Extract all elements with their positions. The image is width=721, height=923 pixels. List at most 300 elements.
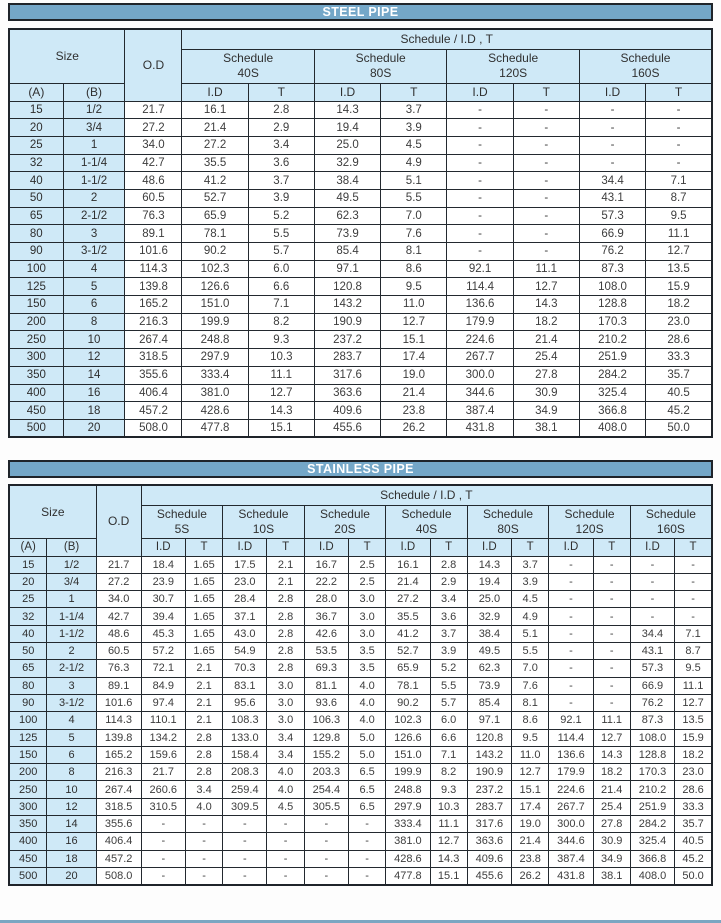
schedule-label: Schedule <box>488 51 539 65</box>
value-cell: 27.8 <box>513 366 579 384</box>
header-id: I.D <box>579 83 645 101</box>
value-cell: 30.9 <box>593 833 630 850</box>
value-cell: - <box>223 867 267 884</box>
value-cell: 87.3 <box>630 712 674 729</box>
value-cell: 17.4 <box>512 798 549 815</box>
value-cell: 14.3 <box>248 402 314 420</box>
size-b-cell: 20 <box>47 867 96 884</box>
value-cell: 6.6 <box>430 729 467 746</box>
value-cell: 49.5 <box>314 189 380 207</box>
value-cell: 3.6 <box>248 154 314 172</box>
od-cell: 267.4 <box>125 331 182 349</box>
value-cell: 14.3 <box>430 850 467 867</box>
value-cell: 3.4 <box>430 591 467 608</box>
value-cell: 199.9 <box>386 764 430 781</box>
value-cell: - <box>513 119 579 137</box>
value-cell: 38.1 <box>593 867 630 884</box>
value-cell: 19.4 <box>314 119 380 137</box>
value-cell: 1.65 <box>185 591 222 608</box>
value-cell: - <box>513 243 579 261</box>
value-cell: 36.7 <box>304 608 348 625</box>
value-cell: 11.1 <box>430 816 467 833</box>
table-row <box>9 384 712 402</box>
value-cell: 4.0 <box>348 694 385 711</box>
size-a-cell: 90 <box>9 243 63 261</box>
value-cell: 431.8 <box>549 867 593 884</box>
value-cell: 366.8 <box>630 850 674 867</box>
value-cell: 16.1 <box>386 556 430 573</box>
value-cell: 190.9 <box>314 313 380 331</box>
header-id: I.D <box>182 83 248 101</box>
value-cell: 78.1 <box>386 677 430 694</box>
value-cell: 4.0 <box>267 764 304 781</box>
value-cell: 2.8 <box>248 101 314 119</box>
value-cell: - <box>593 556 630 573</box>
stainless-pipe-title-bar <box>8 460 713 478</box>
value-cell: 11.1 <box>593 712 630 729</box>
value-cell: 19.0 <box>381 366 447 384</box>
size-b-cell: 3/4 <box>63 119 125 137</box>
value-cell: 210.2 <box>579 331 645 349</box>
value-cell: 3.4 <box>248 136 314 154</box>
table-row <box>9 867 712 884</box>
size-a-cell: 80 <box>9 225 63 243</box>
size-a-cell: 250 <box>9 781 47 798</box>
value-cell: - <box>579 154 645 172</box>
table-row <box>9 119 712 137</box>
size-b-cell: 3-1/2 <box>63 243 125 261</box>
value-cell: - <box>593 608 630 625</box>
od-cell: 114.3 <box>96 712 141 729</box>
size-a-cell: 200 <box>9 764 47 781</box>
value-cell: 2.8 <box>267 643 304 660</box>
size-a-cell: 90 <box>9 694 47 711</box>
value-cell: 102.3 <box>386 712 430 729</box>
value-cell: 170.3 <box>579 313 645 331</box>
value-cell: 25.4 <box>513 349 579 367</box>
header-schedule-120s <box>549 505 631 538</box>
value-cell: 23.0 <box>646 313 712 331</box>
header-id: I.D <box>549 538 593 556</box>
value-cell: 297.9 <box>386 798 430 815</box>
od-cell: 508.0 <box>125 419 182 437</box>
value-cell: 126.6 <box>182 278 248 296</box>
value-cell: 93.6 <box>304 694 348 711</box>
value-cell: 7.1 <box>248 296 314 314</box>
value-cell: 23.0 <box>223 573 267 590</box>
value-cell: - <box>223 850 267 867</box>
size-a-cell: 400 <box>9 833 47 850</box>
schedule-label: Schedule <box>401 506 452 521</box>
value-cell: 25.4 <box>593 798 630 815</box>
table-row <box>9 189 712 207</box>
size-a-cell: 200 <box>9 313 63 331</box>
size-b-cell: 14 <box>63 366 125 384</box>
size-a-cell: 32 <box>9 154 63 172</box>
value-cell: 6.5 <box>348 781 385 798</box>
size-b-cell: 1 <box>47 591 96 608</box>
value-cell: 15.1 <box>512 781 549 798</box>
value-cell: 14.3 <box>467 556 511 573</box>
schedule-size: 5S <box>174 521 190 536</box>
size-a-cell: 80 <box>9 677 47 694</box>
od-cell: 508.0 <box>96 867 141 884</box>
table-row <box>9 402 712 420</box>
schedule-size: 10S <box>252 521 275 536</box>
value-cell: - <box>223 833 267 850</box>
schedule-label: Schedule <box>483 506 534 521</box>
value-cell: 134.2 <box>141 729 185 746</box>
value-cell: - <box>185 833 222 850</box>
value-cell: 267.7 <box>447 349 513 367</box>
value-cell: 30.7 <box>141 591 185 608</box>
value-cell: 73.9 <box>314 225 380 243</box>
value-cell: - <box>304 867 348 884</box>
value-cell: - <box>513 189 579 207</box>
size-b-cell: 1-1/4 <box>63 154 125 172</box>
od-cell: 139.8 <box>96 729 141 746</box>
size-a-cell: 25 <box>9 136 63 154</box>
value-cell: 41.2 <box>182 172 248 190</box>
value-cell: 2.1 <box>267 573 304 590</box>
size-a-cell: 50 <box>9 189 63 207</box>
value-cell: 2.1 <box>185 660 222 677</box>
table-row <box>9 225 712 243</box>
header-id: I.D <box>314 83 380 101</box>
size-a-cell: 65 <box>9 660 47 677</box>
schedule-size: 160S <box>656 521 685 536</box>
value-cell: 6.0 <box>430 712 467 729</box>
value-cell: - <box>513 154 579 172</box>
value-cell: 408.0 <box>630 867 674 884</box>
table-row <box>9 296 712 314</box>
value-cell: - <box>185 867 222 884</box>
value-cell: 13.5 <box>646 260 712 278</box>
table-row <box>9 608 712 625</box>
value-cell: 133.0 <box>223 729 267 746</box>
value-cell: 143.2 <box>314 296 380 314</box>
value-cell: 8.7 <box>675 643 712 660</box>
size-a-cell: 125 <box>9 729 47 746</box>
value-cell: 129.8 <box>304 729 348 746</box>
value-cell: 3.6 <box>430 608 467 625</box>
value-cell: 28.6 <box>675 781 712 798</box>
value-cell: 283.7 <box>467 798 511 815</box>
value-cell: 2.5 <box>348 556 385 573</box>
value-cell: 69.3 <box>304 660 348 677</box>
stainless-pipe-table-body <box>9 556 712 885</box>
size-b-cell: 1 <box>63 136 125 154</box>
value-cell: 73.9 <box>467 677 511 694</box>
value-cell: 9.3 <box>248 331 314 349</box>
schedule-size: 160S <box>631 66 660 80</box>
value-cell: - <box>549 625 593 642</box>
header-t: T <box>348 538 385 556</box>
schedule-label: Schedule <box>319 506 370 521</box>
od-cell: 21.7 <box>96 556 141 573</box>
value-cell: 2.9 <box>248 119 314 137</box>
value-cell: - <box>348 850 385 867</box>
table-row <box>9 746 712 763</box>
value-cell: 90.2 <box>386 694 430 711</box>
value-cell: 363.6 <box>314 384 380 402</box>
schedule-size: 40S <box>415 521 438 536</box>
value-cell: 23.8 <box>512 850 549 867</box>
value-cell: 3.7 <box>381 101 447 119</box>
value-cell: 3.4 <box>185 781 222 798</box>
value-cell: 5.1 <box>512 625 549 642</box>
od-cell: 355.6 <box>96 816 141 833</box>
value-cell: 5.2 <box>430 660 467 677</box>
value-cell: 2.1 <box>185 694 222 711</box>
value-cell: 8.2 <box>248 313 314 331</box>
od-cell: 27.2 <box>125 119 182 137</box>
value-cell: 87.3 <box>579 260 645 278</box>
od-cell: 457.2 <box>125 402 182 420</box>
table-row <box>9 154 712 172</box>
header-schedule-5s <box>141 505 223 538</box>
value-cell: 45.2 <box>646 402 712 420</box>
value-cell: 28.6 <box>646 331 712 349</box>
value-cell: 21.4 <box>512 833 549 850</box>
value-cell: 210.2 <box>630 781 674 798</box>
size-b-cell: 3/4 <box>47 573 96 590</box>
size-b-cell: 14 <box>47 816 96 833</box>
value-cell: 3.9 <box>381 119 447 137</box>
value-cell: 126.6 <box>386 729 430 746</box>
table-row <box>9 712 712 729</box>
value-cell: 81.1 <box>304 677 348 694</box>
table-row <box>9 816 712 833</box>
od-cell: 216.3 <box>125 313 182 331</box>
value-cell: 50.0 <box>675 867 712 884</box>
value-cell: 17.5 <box>223 556 267 573</box>
value-cell: - <box>646 101 712 119</box>
value-cell: 300.0 <box>549 816 593 833</box>
header-schedule-120s <box>447 49 580 83</box>
value-cell: - <box>185 816 222 833</box>
value-cell: 2.8 <box>267 608 304 625</box>
value-cell: - <box>675 591 712 608</box>
value-cell: - <box>675 556 712 573</box>
schedule-label: Schedule <box>238 506 289 521</box>
value-cell: 260.6 <box>141 781 185 798</box>
value-cell: 7.6 <box>381 225 447 243</box>
value-cell: 120.8 <box>467 729 511 746</box>
value-cell: 428.6 <box>386 850 430 867</box>
value-cell: - <box>447 154 513 172</box>
value-cell: 33.3 <box>646 349 712 367</box>
value-cell: 23.9 <box>141 573 185 590</box>
value-cell: 3.9 <box>430 643 467 660</box>
value-cell: 12.7 <box>675 694 712 711</box>
schedule-size: 120S <box>575 521 604 536</box>
header-schedule-160s <box>630 505 712 538</box>
value-cell: 128.8 <box>630 746 674 763</box>
table-row <box>9 660 712 677</box>
size-a-cell: 40 <box>9 625 47 642</box>
value-cell: 317.6 <box>467 816 511 833</box>
schedule-label: Schedule <box>564 506 615 521</box>
value-cell: 35.7 <box>646 366 712 384</box>
value-cell: 7.6 <box>512 677 549 694</box>
od-cell: 42.7 <box>125 154 182 172</box>
value-cell: - <box>579 136 645 154</box>
value-cell: 3.4 <box>267 746 304 763</box>
od-cell: 406.4 <box>96 833 141 850</box>
od-cell: 139.8 <box>125 278 182 296</box>
value-cell: 455.6 <box>467 867 511 884</box>
value-cell: 136.6 <box>447 296 513 314</box>
schedule-size: 80S <box>497 521 519 536</box>
value-cell: 6.5 <box>348 764 385 781</box>
value-cell: 6.6 <box>248 278 314 296</box>
value-cell: 3.7 <box>248 172 314 190</box>
value-cell: 363.6 <box>467 833 511 850</box>
steel-header-row-1 <box>9 29 712 49</box>
value-cell: 45.2 <box>675 850 712 867</box>
value-cell: - <box>141 850 185 867</box>
table-row <box>9 313 712 331</box>
value-cell: 57.3 <box>630 660 674 677</box>
value-cell: - <box>549 556 593 573</box>
size-a-cell: 450 <box>9 850 47 867</box>
stainless-pipe-table <box>8 484 713 886</box>
od-cell: 48.6 <box>96 625 141 642</box>
value-cell: 21.7 <box>141 764 185 781</box>
value-cell: 8.6 <box>512 712 549 729</box>
value-cell: 49.5 <box>467 643 511 660</box>
value-cell: - <box>141 867 185 884</box>
size-a-cell: 400 <box>9 384 63 402</box>
size-b-cell: 12 <box>47 798 96 815</box>
header-t: T <box>430 538 467 556</box>
value-cell: 409.6 <box>467 850 511 867</box>
value-cell: 76.2 <box>630 694 674 711</box>
value-cell: 179.9 <box>447 313 513 331</box>
od-cell: 101.6 <box>125 243 182 261</box>
size-b-cell: 10 <box>63 331 125 349</box>
od-cell: 101.6 <box>96 694 141 711</box>
value-cell: 128.8 <box>579 296 645 314</box>
value-cell: 317.6 <box>314 366 380 384</box>
value-cell: - <box>513 207 579 225</box>
value-cell: 34.9 <box>593 850 630 867</box>
value-cell: 12.7 <box>593 729 630 746</box>
header-od: O.D <box>96 485 141 556</box>
value-cell: - <box>141 833 185 850</box>
value-cell: - <box>447 136 513 154</box>
value-cell: 3.9 <box>248 189 314 207</box>
schedule-size: 80S <box>369 66 392 80</box>
size-a-cell: 32 <box>9 608 47 625</box>
size-a-cell: 100 <box>9 260 63 278</box>
value-cell: 203.3 <box>304 764 348 781</box>
od-cell: 34.0 <box>125 136 182 154</box>
value-cell: 179.9 <box>549 764 593 781</box>
od-cell: 216.3 <box>96 764 141 781</box>
value-cell: 325.4 <box>630 833 674 850</box>
value-cell: 38.1 <box>513 419 579 437</box>
value-cell: 1.65 <box>185 573 222 590</box>
value-cell: - <box>646 154 712 172</box>
value-cell: 8.1 <box>381 243 447 261</box>
value-cell: 11.1 <box>248 366 314 384</box>
value-cell: 5.1 <box>381 172 447 190</box>
value-cell: - <box>513 225 579 243</box>
value-cell: 2.8 <box>267 591 304 608</box>
value-cell: 25.0 <box>314 136 380 154</box>
value-cell: 22.2 <box>304 573 348 590</box>
value-cell: 34.4 <box>579 172 645 190</box>
value-cell: 333.4 <box>182 366 248 384</box>
table-row <box>9 850 712 867</box>
value-cell: 2.8 <box>185 729 222 746</box>
size-a-cell: 15 <box>9 101 63 119</box>
value-cell: 1.65 <box>185 556 222 573</box>
value-cell: - <box>223 816 267 833</box>
value-cell: - <box>593 591 630 608</box>
table-row <box>9 781 712 798</box>
value-cell: 52.7 <box>386 643 430 660</box>
value-cell: - <box>593 660 630 677</box>
value-cell: - <box>185 850 222 867</box>
od-cell: 165.2 <box>125 296 182 314</box>
value-cell: 3.4 <box>267 729 304 746</box>
value-cell: 97.1 <box>314 260 380 278</box>
value-cell: 6.0 <box>248 260 314 278</box>
value-cell: - <box>593 625 630 642</box>
value-cell: - <box>593 643 630 660</box>
value-cell: 65.9 <box>182 207 248 225</box>
header-schedule-20s <box>304 505 386 538</box>
schedule-label: Schedule <box>156 506 207 521</box>
value-cell: 2.8 <box>185 764 222 781</box>
value-cell: 34.4 <box>630 625 674 642</box>
size-b-cell: 2 <box>63 189 125 207</box>
schedule-label: Schedule <box>355 51 406 65</box>
header-schedule-40s <box>386 505 468 538</box>
size-b-cell: 18 <box>63 402 125 420</box>
header-size-b: (B) <box>47 538 96 556</box>
value-cell: 92.1 <box>447 260 513 278</box>
value-cell: 8.7 <box>646 189 712 207</box>
value-cell: 3.7 <box>512 556 549 573</box>
value-cell: 43.1 <box>630 643 674 660</box>
value-cell: 381.0 <box>182 384 248 402</box>
value-cell: 30.9 <box>513 384 579 402</box>
table-row <box>9 278 712 296</box>
value-cell: - <box>579 101 645 119</box>
value-cell: 5.0 <box>348 746 385 763</box>
value-cell: 5.5 <box>430 677 467 694</box>
value-cell: 70.3 <box>223 660 267 677</box>
value-cell: 57.2 <box>141 643 185 660</box>
value-cell: 17.4 <box>381 349 447 367</box>
value-cell: 15.9 <box>675 729 712 746</box>
value-cell: - <box>348 833 385 850</box>
value-cell: 344.6 <box>447 384 513 402</box>
header-schedule-group: Schedule / I.D , T <box>182 29 712 49</box>
value-cell: 10.3 <box>248 349 314 367</box>
value-cell: 283.7 <box>314 349 380 367</box>
value-cell: - <box>447 189 513 207</box>
value-cell: - <box>348 816 385 833</box>
header-schedule-80s <box>467 505 549 538</box>
size-a-cell: 20 <box>9 119 63 137</box>
value-cell: 34.9 <box>513 402 579 420</box>
value-cell: 248.8 <box>182 331 248 349</box>
